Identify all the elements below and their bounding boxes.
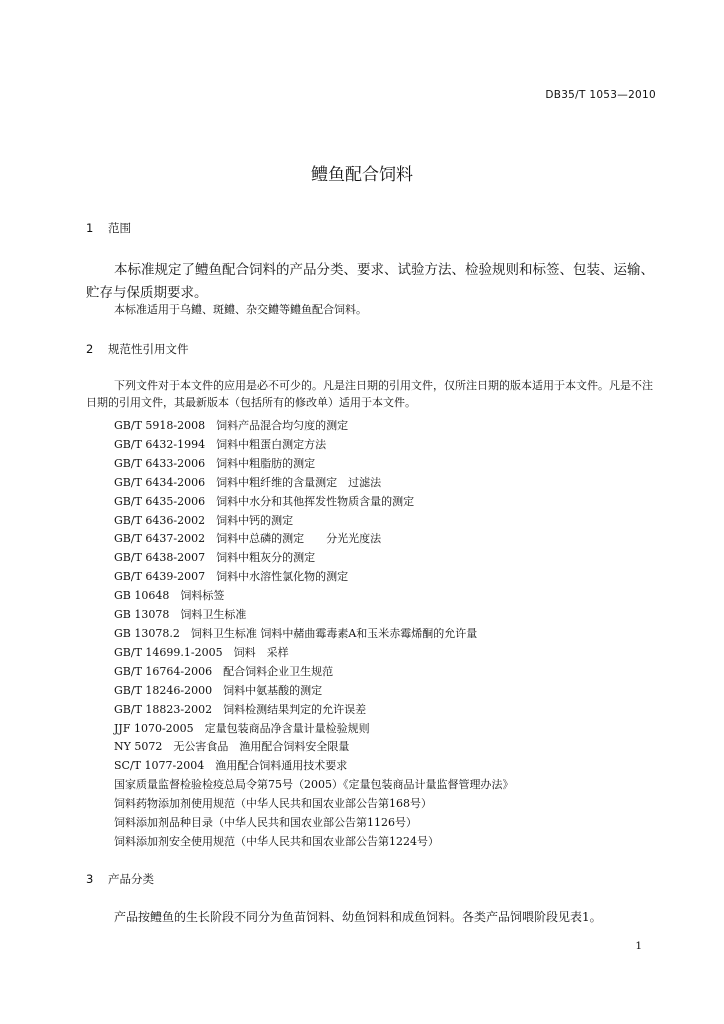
section-2-intro: 下列文件对于本文件的应用是必不可少的。凡是注日期的引用文件，仅所注日期的版本适用于本文件。凡是不注日期的引用文件，其最新版本（包括所有的修改单）适用于本文件。: [86, 379, 653, 409]
section-3-paragraph: 产品按鳢鱼的生长阶段不同分为鱼苗饲料、幼鱼饲料和成鱼饲料。各类产品饲喂阶段见表1。: [114, 910, 602, 924]
reference-item: NY 5072 无公害食品 渔用配合饲料安全限量: [114, 740, 350, 754]
section-number: 3: [86, 872, 94, 886]
section-number: 1: [86, 221, 94, 235]
reference-item: GB/T 6437-2002 饲料中总磷的测定 分光光度法: [114, 532, 382, 546]
reference-item: GB/T 6434-2006 饲料中粗纤维的含量测定 过滤法: [114, 475, 382, 489]
reference-item: JJF 1070-2005 定量包装商品净含量计量检验规则: [114, 721, 370, 735]
reference-item: GB/T 18246-2000 饲料中氨基酸的测定: [114, 683, 323, 697]
reference-item: GB/T 6438-2007 饲料中粗灰分的测定: [114, 551, 316, 565]
reference-item: GB 13078.2 饲料卫生标准 饲料中赭曲霉毒素A和玉米赤霉烯酮的允许量: [114, 626, 478, 640]
reference-list: [114, 417, 514, 852]
section-3-heading: [86, 871, 154, 887]
reference-item: 饲料添加剂品种目录（中华人民共和国农业部公告第1126号）: [114, 816, 417, 830]
section-title: 范围: [108, 221, 131, 235]
reference-item: GB/T 6435-2006 饲料中水分和其他挥发性物质含量的测定: [114, 494, 415, 508]
reference-item: GB/T 6436-2002 饲料中钙的测定: [114, 513, 294, 527]
section-2-heading: [86, 341, 189, 357]
section-title: 规范性引用文件: [108, 342, 189, 356]
reference-item: GB/T 18823-2002 饲料检测结果判定的允许误差: [114, 702, 367, 716]
reference-item: GB/T 5918-2008 饲料产品混合均匀度的测定: [114, 419, 349, 432]
reference-item: 国家质量监督检验检疫总局令第75号（2005）《定量包装商品计量监督管理办法》: [114, 778, 514, 792]
page-number: 1: [635, 940, 642, 952]
section-1-paragraph: 本标准规定了鳢鱼配合饲料的产品分类、要求、试验方法、检验规则和标签、包装、运输、贮存与保质期要求。: [86, 262, 654, 301]
reference-item: GB/T 6432-1994 饲料中粗蛋白测定方法: [114, 437, 327, 451]
section-1-applicability: 本标准适用于乌鳢、斑鳢、杂交鳢等鳢鱼配合饲料。: [114, 303, 367, 316]
reference-item: 饲料添加剂安全使用规范（中华人民共和国农业部公告第1224号）: [114, 834, 439, 848]
document-title: 鳢鱼配合饲料: [311, 165, 413, 185]
reference-item: GB/T 6439-2007 饲料中水溶性氯化物的测定: [114, 570, 349, 584]
section-1-heading: [86, 220, 131, 236]
reference-item: GB/T 6433-2006 饲料中粗脂肪的测定: [114, 456, 316, 470]
standard-code: DB35/T 1053—2010: [545, 89, 656, 101]
section-number: 2: [86, 342, 94, 356]
reference-item: 饲料药物添加剂使用规范（中华人民共和国农业部公告第168号）: [114, 797, 432, 811]
reference-item: SC/T 1077-2004 渔用配合饲料通用技术要求: [114, 759, 348, 773]
reference-item: GB/T 14699.1-2005 饲料 采样: [114, 645, 289, 659]
reference-item: GB 13078 饲料卫生标准: [114, 608, 247, 622]
section-title: 产品分类: [108, 872, 154, 886]
reference-item: GB/T 16764-2006 配合饲料企业卫生规范: [114, 664, 334, 678]
reference-item: GB 10648 饲料标签: [114, 589, 225, 603]
